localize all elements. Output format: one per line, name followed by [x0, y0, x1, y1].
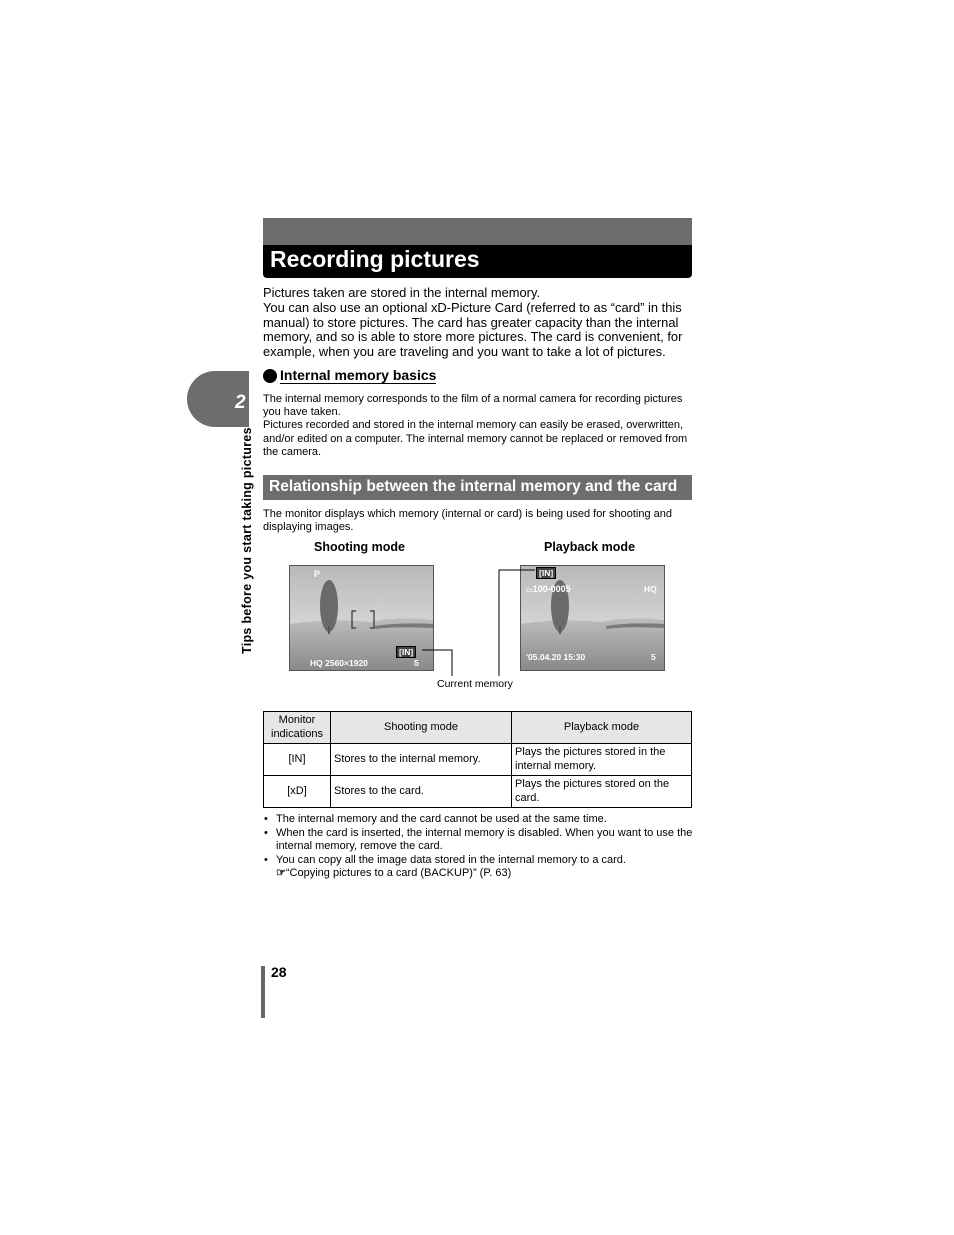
chapter-side-label: Tips before you start taking pictures — [240, 427, 254, 654]
play-quality-indicator: HQ — [644, 584, 657, 594]
section-heading: Relationship between the internal memory and the card — [269, 478, 678, 495]
play-file-number: 100-0005 — [532, 584, 571, 594]
protect-icon: ▭ — [526, 587, 533, 594]
basics-paragraph-2: Pictures recorded and stored in the internal memory can easily be erased, overwritten, and/or edited on a computer. The internal memory cannot be replaced or removed from the camera. — [263, 419, 688, 458]
table-header-playback: Playback mode — [512, 712, 692, 744]
shoot-size-indicator: HQ 2560×1920 — [310, 658, 368, 668]
pointing-hand-icon: ☞ — [276, 867, 286, 879]
chapter-number: 2 — [235, 392, 246, 413]
page-number: 28 — [271, 964, 287, 980]
table-cell-playback: Plays the pictures stored in the internal memory. — [512, 744, 692, 776]
intro-line1: Pictures taken are stored in the internal memory. — [263, 285, 541, 300]
notes-list — [263, 813, 693, 881]
page-title: Recording pictures — [270, 246, 480, 272]
shoot-memory-indicator: [IN] — [396, 646, 416, 658]
playback-mode-label: Playback mode — [544, 540, 636, 554]
reference-text[interactable]: “Copying pictures to a card (BACKUP)” (P. 63) — [285, 867, 512, 879]
memory-table — [263, 711, 692, 808]
shooting-mode-label: Shooting mode — [314, 540, 405, 554]
table-header-row — [264, 712, 692, 744]
basics-heading-text: Internal memory basics — [280, 367, 437, 383]
basics-paragraph-1: The internal memory corresponds to the film of a normal camera for recording pictures you have taken. — [263, 393, 683, 419]
note-item: • The internal memory and the card cannot be used at the same time. — [263, 813, 693, 827]
play-memory-indicator: [IN] — [536, 567, 556, 579]
current-memory-label: Current memory — [437, 678, 513, 690]
table-cell-shooting: Stores to the card. — [331, 776, 512, 808]
table-row — [264, 776, 692, 808]
reference-line — [263, 867, 693, 881]
play-datetime-indicator: '05.04.20 15:30 — [526, 652, 586, 662]
table-cell-indication: [IN] — [264, 744, 331, 776]
table-cell-indication: [xD] — [264, 776, 331, 808]
play-number-indicator: 5 — [651, 652, 656, 662]
table-cell-playback: Plays the pictures stored on the card. — [512, 776, 692, 808]
shoot-mode-indicator: P — [314, 569, 321, 579]
note-item: • You can copy all the image data stored in the internal memory to a card. — [263, 854, 693, 868]
table-header-indications: Monitor indications — [264, 712, 331, 744]
note-item: • When the card is inserted, the internal memory is disabled. When you want to use the internal memory, remove the card. — [263, 827, 693, 854]
table-cell-shooting: Stores to the internal memory. — [331, 744, 512, 776]
table-header-shooting: Shooting mode — [331, 712, 512, 744]
table-row — [264, 744, 692, 776]
intro-line2: You can also use an optional xD-Picture Card (referred to as “card” in this manual) to store pictures. The card has greater capacity than the internal memory, and so is able to store more pictures. The card is convenient, for example, when you are traveling and you want to take a lot of pictures. — [263, 299, 683, 360]
monitor-description: The monitor displays which memory (internal or card) is being used for shooting and displaying images. — [263, 508, 673, 534]
page-number-bar — [261, 966, 265, 1018]
shoot-count-indicator: 5 — [414, 658, 419, 668]
